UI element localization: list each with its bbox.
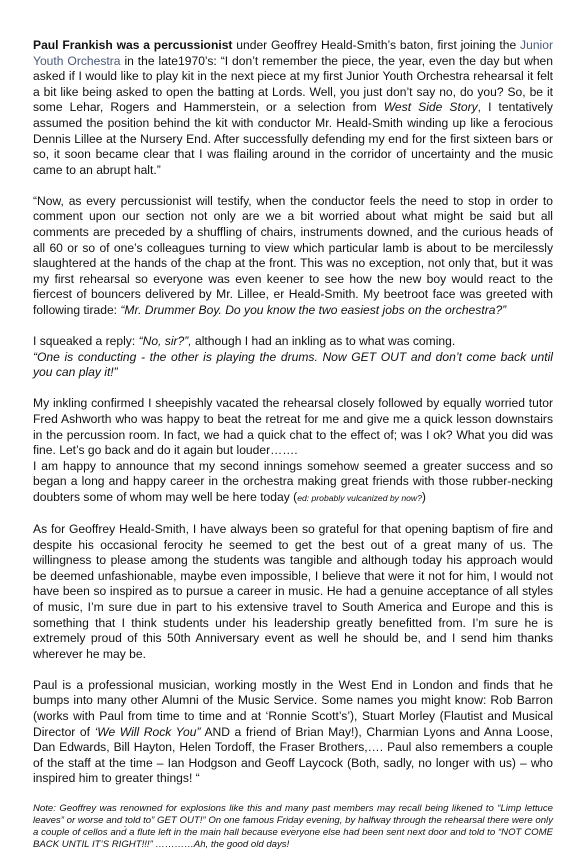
scan-mark xyxy=(292,826,294,827)
professional-text-1: Paul is a professional musician, working mostly in the West End in London and finds that he bumps into many other Alumni of the Music Service. Some names you might know: Rob Barron (works with Paul from time to time and at ‘Ronnie Scott’s’), Stuart Morley (Flautist and Musical Director of xyxy=(33,677,553,739)
get-out-quote: “One is conducting - the other is playing the drums. Now GET OUT and don’t come back until you can play it!” xyxy=(33,349,553,380)
scan-mark xyxy=(124,826,126,827)
intro-text-1: under Geoffrey Heald-Smith’s baton, first joining the xyxy=(232,38,521,52)
editor-note: ed: probably vulcanized by now? xyxy=(297,492,422,503)
reply-text-1: I squeaked a reply: xyxy=(33,334,139,349)
west-side-story-title: West Side Story xyxy=(383,100,478,115)
article-body xyxy=(33,38,553,867)
professional-text-2: AND a friend of Brian May!), Charmian Lyons and Anna Loose, Dan Edwards, Bill Hayton, Helen Tordoff, the Fraser Brothers,…. Paul also remembers a couple of the staff at the time – Ian Hodgson and Geoff Laycock (Both, sadly, no longer with us) – who inspired him to greater things! “ xyxy=(33,724,553,786)
reply-text-2: although I had an inkling as to what was coming. xyxy=(191,334,456,349)
second-innings-text: I am happy to announce that my second innings somehow seemed a greater success and so began a long and happy career in the orchestra making great friends with those rubber-necking doubters some of whom may well be here today ( xyxy=(33,458,553,504)
we-will-rock-you-title: ‘We Will Rock You” xyxy=(94,724,201,739)
paragraph-percussionist xyxy=(33,194,553,319)
intro-text-2: in the late1970’s: “I don’t remember the piece, the year, even the day but when asked if I would like to play kit in the next piece at my first Junior Youth Orchestra rehearsal it felt a bit like being asked to open the batting at Lords. Well, you just don’t say no, do you? So, be it some Lehar, Rogers and Hammerstein, or a selection from xyxy=(33,53,553,115)
paragraph-inkling xyxy=(33,396,553,506)
footnote: Note: Geoffrey was renowned for explosions like this and many past members may recall being likened to “Limp lettuce leaves” or worse and told to” GET OUT!” On one famous Friday evening, by halfway through the rehearsal there were only a couple of cellos and a flute left in the main hall because everyone else had been sent next door and told to “NOT COME BACK UNTIL IT’S RIGHT!!!” …………Ah, the good old days! xyxy=(33,802,553,851)
paragraph-gratitude: As for Geoffrey Heald-Smith, I have always been so grateful for that opening baptism of fire and despite his occasional ferocity he seemed to get the best out of a great many of us. The willingness to please among the students was tangible and although today his approach would be deemed unfashionable, maybe even impossible, I believe that were it not for him, I would not have been so inspired as to pursue a career in music. He had a genuine acceptance of all styles of music, I’m sure due in part to his extensive travel to South America and Europe and this is something that I think students under his leadership greatly benefitted from. I’m sure he is extremely proud of this 50th Anniversary event as well he should be, and I send him thanks wherever he may be. xyxy=(33,522,553,661)
paragraph-intro xyxy=(33,38,553,178)
reply-quote: “No, sir?”, xyxy=(138,334,192,349)
drummer-boy-quote: “Mr. Drummer Boy. Do you know the two easiest jobs on the orchestra?” xyxy=(120,303,507,317)
second-innings-close: ) xyxy=(421,489,426,504)
lead-in: Paul Frankish was a percussionist xyxy=(33,38,233,52)
intro-text-3: , I tentatively assumed the position behind the kit with conductor Mr. Heald-Smith winding up like a ferocious Dennis Lillee at the Nursery End. After successfully defending my end for the first sixteen bars or so, it soon became clear that I was flailing around in the corridor of uncertainty and the music came to an abrupt halt.” xyxy=(33,100,553,177)
paragraph-reply xyxy=(33,334,553,381)
paragraph-professional xyxy=(33,678,553,787)
scan-marks xyxy=(0,826,578,832)
junior-youth-orchestra-text: Junior Youth Orchestra xyxy=(33,38,553,68)
percussionist-text: “Now, as every percussionist will testify, when the conductor feels the need to stop in order to comment upon our section not only are we a bit worried about what might be said but all comments are preceded by a shuffling of chairs, instruments downed, and the curious heads of all 60 or so of one’s colleagues turning to view which particular lamb is about to be mercilessly slaughtered at the hands of the chap at the front. This was no exception, not only that, but it was my first rehearsal so everyone was even keener to see how the new boy would react to the fiercest of bouncers delivered by Mr. Lillee, er Heald-Smith. My beetroot face was greeted with following tirade: xyxy=(33,193,553,317)
inkling-text: My inkling confirmed I sheepishly vacated the rehearsal closely followed by equally worried tutor Fred Ashworth who was happy to beat the retreat for me and give me a quick lesson downstairs in the percussion room. In fact, we had a quick chat to the effect of; was I ok? What you did was fine. Let’s go back and do it again but louder……. xyxy=(33,396,553,458)
